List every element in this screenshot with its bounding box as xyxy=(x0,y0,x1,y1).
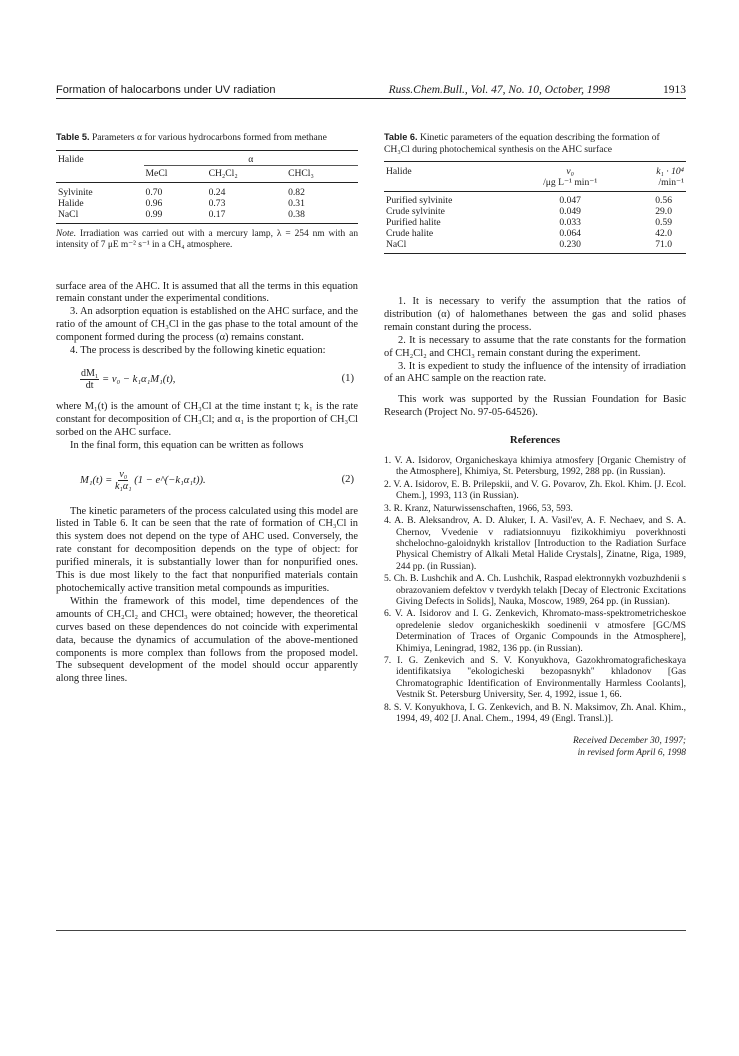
table5-caption xyxy=(56,132,358,144)
table6 xyxy=(384,161,686,254)
table5-value: 0.38 xyxy=(288,208,305,220)
reference-item: 6. V. A. Isidorov and I. G. Zenkevich, Khromato-mass-spektrometricheskoe opredelenie sledov organicheskikh soedinenii v atmosfere [GC/MS Determination of Traces of Organic Compounds in the Atmosphere], Khimiya, Leningrad, 1982, 136 pp. (in Russian). xyxy=(384,608,686,654)
eq2-number: (2) xyxy=(341,473,354,485)
table6-caption xyxy=(384,132,686,155)
table-row xyxy=(384,206,686,217)
eq1-number: (1) xyxy=(341,372,354,384)
body-paragraph: surface area of the AHC. It is assumed that all the terms in this equation remain constant under the experimental conditions. xyxy=(56,280,358,305)
table6-col-k1: k₁ · 10⁴ xyxy=(656,166,684,177)
equation-1 xyxy=(56,368,358,391)
body-paragraph: Within the framework of this model, time dependences of the amounts of CH₂Cl₂ and CHCl₃ were obtained; however, the theoretical curves based on these dependences do not coincide with experimental data, because the dynamics of accumulation of the above-mentioned components is more complex than follows from the proposed model. The subsequent development of the model should occur apparently along three lines. xyxy=(56,595,358,685)
body-paragraph: 3. It is expedient to study the influence of the intensity of irradiation of an AHC sample on the reaction rate. xyxy=(384,360,686,385)
table5-value: 0.31 xyxy=(288,197,305,209)
body-paragraph: 3. An adsorption equation is established on the AHC surface, and the ratio of the amount of CH₃Cl in the gas phase to the total amount of the component formed during the process (α) remains constant. xyxy=(56,306,358,344)
body-paragraph: 2. It is necessary to assume that the rate constants for the formation of CH₂Cl₂ and CHCl₃ remain constant during the experiment. xyxy=(384,334,686,359)
reference-item: 7. I. G. Zenkevich and S. V. Konyukhova, Gazokhromatograficheskaya identifikatsiya "ekologicheski bezopasnykh" khladonov [Gas Chromatographic Identification of Environmentally Harmless Coolants], Vestnik St. Petersburg University, Ser. 4, 1992, issue 1, 66. xyxy=(384,654,686,701)
reference-item: 5. Ch. B. Lushchik and A. Ch. Lushchik, Raspad elektronnykh vozbuzhdenii s obrazovaniem defektov v tverdykh telakh [Decay of Electronic Excitations Giving Defects in Solids], Nauka, Moscow, 1989, 264 pp. (in Russian). xyxy=(384,573,686,607)
journal-citation: Russ.Chem.Bull., Vol. 47, No. 10, October, 1998 xyxy=(388,84,610,96)
references-heading: References xyxy=(509,434,561,447)
table6-v0: 0.047 xyxy=(559,195,581,206)
table-row xyxy=(56,209,358,224)
eq2-lhs: M₁(t) = xyxy=(80,474,113,486)
table6-k1: 0.56 xyxy=(655,195,672,206)
table-row xyxy=(384,195,686,206)
table5-value: 0.17 xyxy=(208,208,226,220)
table5-value: 0.82 xyxy=(288,186,305,198)
table5-value: 0.96 xyxy=(145,197,163,209)
table6-halide: NaCl xyxy=(386,239,407,250)
table5-caption-text: Parameters α for various hydrocarbons formed from methane xyxy=(91,132,327,143)
equation-2 xyxy=(56,469,358,492)
table6-v0: 0.049 xyxy=(559,206,581,217)
received-line: Received December 30, 1997; xyxy=(573,736,686,747)
table5-label: Table 5. xyxy=(56,132,90,142)
table-row xyxy=(384,228,686,239)
table6-label: Table 6. xyxy=(384,132,418,142)
table5-note xyxy=(56,229,358,251)
revised-line: in revised form April 6, 1998 xyxy=(577,747,686,758)
left-column xyxy=(56,132,358,686)
table-row xyxy=(384,217,686,228)
table6-col-k1-unit: /min⁻¹ xyxy=(658,177,684,188)
table5-value: 0.70 xyxy=(145,186,163,198)
table6-col-v0: v₀ xyxy=(566,166,574,177)
running-title: Formation of halocarbons under UV radiation xyxy=(56,84,276,96)
eq1-lhs-top: dM₁ xyxy=(81,367,99,379)
reference-item: 3. R. Kranz, Naturwissenschaften, 1966, 53, 593. xyxy=(384,502,573,514)
table6-halide: Crude halite xyxy=(386,228,434,239)
running-header xyxy=(56,84,686,99)
table5-value: 0.73 xyxy=(208,197,226,209)
table-row xyxy=(384,239,686,254)
right-column xyxy=(384,132,686,759)
table6-v0: 0.230 xyxy=(559,239,581,250)
eq2-fraction-bottom: k₁α₁ xyxy=(114,480,132,492)
references-list xyxy=(384,455,686,724)
eq2-fraction-top: v₀ xyxy=(119,468,128,480)
received-dates xyxy=(384,736,686,759)
table5-value: 0.99 xyxy=(145,208,163,220)
body-paragraph: 4. The process is described by the following kinetic equation: xyxy=(70,345,326,357)
body-paragraph: The kinetic parameters of the process calculated using this model are listed in Table 6. It can be seen that the rate of formation of CH₃Cl in this system does not depend on the type of AHC used. Conversely, the rate constant for decomposition depends on the type of object: for purified minerals, it is substantially lower than for nonpurified ones. This is due most likely to the fact that nonpurified materials contain photochemically active transition metal compounds as impurities. xyxy=(56,505,358,594)
page-number: 1913 xyxy=(662,84,686,96)
page xyxy=(56,84,686,758)
reference-item: 8. S. V. Konyukhova, I. G. Zenkevich, and B. N. Maksimov, Zh. Anal. Khim., 1994, 49, 402 [J. Anal. Chem., 1994, 49 (Engl. Transl.)]. xyxy=(384,701,686,724)
eq2-rest: (1 − e^(−k₁α₁t)). xyxy=(134,474,206,486)
table6-k1: 42.0 xyxy=(655,228,672,239)
acknowledgment: This work was supported by the Russian Foundation for Basic Research (Project No. 97-05-64526). xyxy=(384,394,686,419)
eq1-lhs-bottom: dt xyxy=(85,379,94,391)
table5-subcol: CHCl₃ xyxy=(288,167,314,179)
table6-halide: Purified halite xyxy=(386,217,441,228)
table5-value: 0.24 xyxy=(208,186,226,198)
table5-subcol: CH₂Cl₂ xyxy=(208,167,238,179)
table5-col-alpha: α xyxy=(144,150,358,165)
table6-k1: 29.0 xyxy=(655,206,672,217)
body-paragraph: 1. It is necessary to verify the assumption that the ratios of distribution (α) of halomethanes between the gas and solid phases remain constant during the process. xyxy=(384,296,686,333)
table5-halide: Sylvinite xyxy=(58,186,93,198)
table6-k1: 0.59 xyxy=(655,217,672,228)
table6-caption-text: Kinetic parameters of the equation describing the formation of CH₃Cl during photochemical synthesis on the AHC surface xyxy=(384,132,660,155)
reference-item: 2. V. A. Isidorov, E. B. Prilepskii, and V. G. Povarov, Zh. Ekol. Khim. [J. Ecol. Chem.], 1993, 113 (in Russian). xyxy=(384,478,686,502)
table5 xyxy=(56,150,358,224)
table5-halide: NaCl xyxy=(58,208,79,220)
table5-col-halide: Halide xyxy=(58,153,84,165)
table5-subcol: MeCl xyxy=(145,167,168,179)
table-row xyxy=(56,198,358,209)
table5-note-label: Note. xyxy=(56,228,77,239)
table6-halide: Purified sylvinite xyxy=(386,195,453,206)
table6-v0: 0.033 xyxy=(559,217,581,228)
bottom-rule xyxy=(56,930,686,931)
table5-halide: Halide xyxy=(58,197,84,209)
table5-note-text: Irradiation was carried out with a mercury lamp, λ = 254 nm with an intensity of 7 μE m⁻² s⁻¹ in a CH₄ atmosphere. xyxy=(56,228,359,250)
table6-col-v0-unit: /μg L⁻¹ min⁻¹ xyxy=(543,177,598,188)
eq1-rhs: = v₀ − k₁α₁M₁(t), xyxy=(102,373,176,385)
body-paragraph: where M₁(t) is the amount of CH₃Cl at the time instant t; k₁ is the rate constant for decomposition of CH₃Cl; and α₁ is the proportion of CH₃Cl sorbed on the AHC surface. xyxy=(56,400,358,438)
table-row xyxy=(56,187,358,198)
table6-k1: 71.0 xyxy=(655,239,672,250)
reference-item: 4. A. B. Aleksandrov, A. D. Aluker, I. A. Vasil'ev, A. F. Nechaev, and S. A. Chernov, Vvedenie v radiatsionnuyu fizikokhimiyu poverkhnosti shchelochno-galoidnykh kristallov [Introduction to the Radiation Surface Physical Chemistry of Alkali Metal Halide Crystals], Zinatne, Riga, 1989, 244 pp. (in Russian). xyxy=(384,515,686,572)
eq2-fraction xyxy=(115,469,132,492)
body-paragraph: In the final form, this equation can be written as follows xyxy=(70,439,304,451)
table6-v0: 0.064 xyxy=(559,228,581,239)
eq1-lhs-fraction xyxy=(80,368,99,391)
table6-halide: Crude sylvinite xyxy=(386,206,445,217)
table6-col-halide: Halide xyxy=(386,166,412,177)
reference-item: 1. V. A. Isidorov, Organicheskaya khimiya atmosfery [Organic Chemistry of the Atmosphere], Khimiya, St. Petersburg, 1992, 288 pp. (in Russian). xyxy=(384,455,686,478)
